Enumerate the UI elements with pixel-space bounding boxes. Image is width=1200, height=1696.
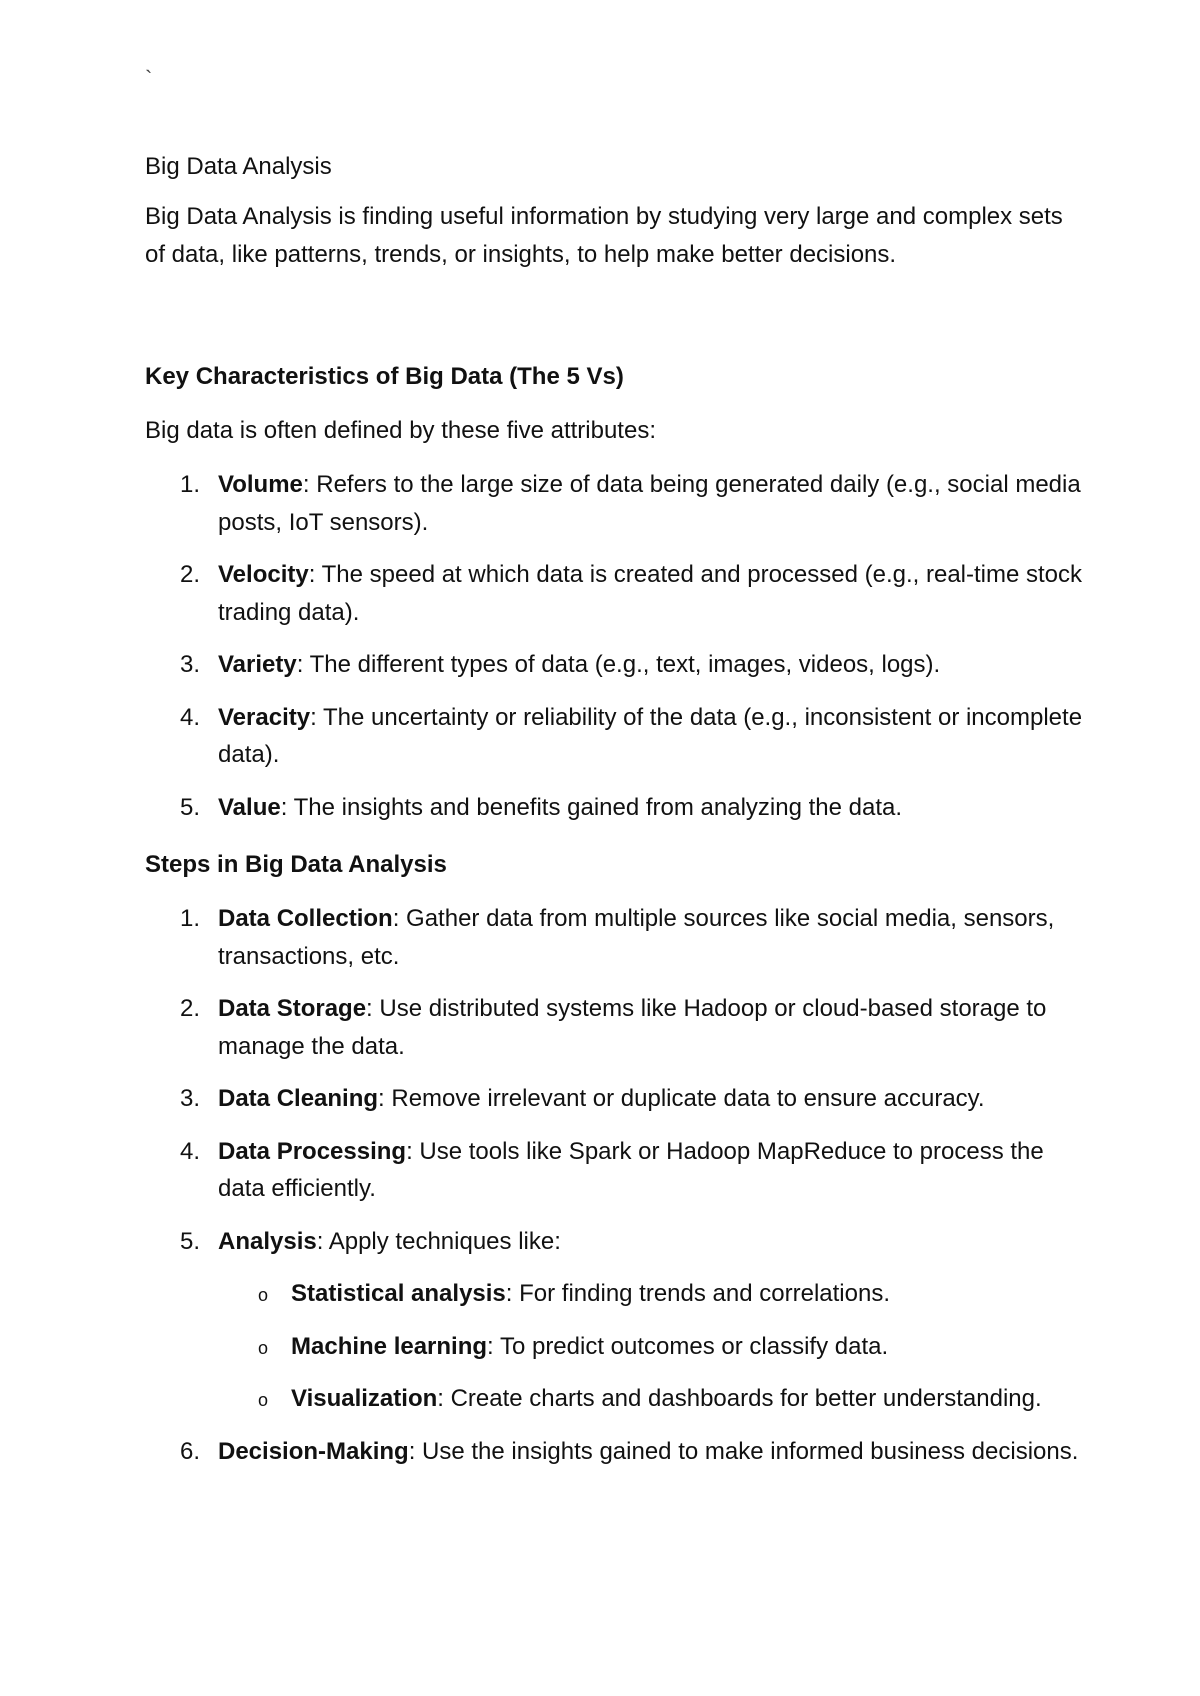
steps-list [145,900,1085,1485]
item-term: Veracity [218,703,311,731]
list-item [145,646,1085,684]
list-number: 6. [180,1437,201,1465]
item-description: : Refers to the large size of data being generated daily (e.g., social media posts, IoT sensors). [218,471,1081,536]
list-number: 2. [180,995,201,1022]
list-number: 4. [180,703,201,731]
list-item [145,1433,1085,1471]
item-term: Visualization [291,1385,438,1412]
item-term: Machine learning [291,1332,488,1360]
item-description: : Remove irrelevant or duplicate data to ensure accuracy. [378,1085,985,1112]
item-term: Velocity [218,561,309,588]
item-description: : To predict outcomes or classify data. [487,1332,889,1360]
list-item [145,466,1085,541]
sub-list-item [218,1380,1085,1418]
item-description: : The different types of data (e.g., text, images, videos, logs). [296,651,941,678]
list-item [145,1080,1085,1118]
list-number: 4. [180,1137,201,1165]
stray-mark: ` [145,66,153,91]
list-item [145,1223,1085,1418]
analysis-techniques-list [218,1275,1085,1418]
item-description: : The insights and benefits gained from analyzing the data. [280,793,903,821]
bullet-o: o [258,1390,269,1410]
bullet-o: o [258,1337,269,1358]
item-description: : Apply techniques like: [316,1227,561,1255]
item-term: Data Storage [218,995,367,1022]
item-term: Data Cleaning [218,1085,379,1112]
item-term: Value [218,793,281,821]
list-number: 1. [180,471,201,498]
sub-list-item [218,1275,1085,1313]
characteristics-list [145,466,1085,841]
item-description: : Gather data from multiple sources like social media, sensors, transactions, etc. [218,905,1055,970]
item-description: : Use tools like Spark or Hadoop MapReduce to process the data efficiently. [218,1137,1044,1202]
list-number: 2. [180,561,201,588]
list-number: 5. [180,793,201,821]
item-description: : The speed at which data is created and processed (e.g., real-time stock trading data). [218,561,1083,626]
list-item [145,1133,1085,1208]
list-number: 3. [180,1085,201,1112]
item-term: Data Collection [218,905,393,932]
list-item [145,556,1085,631]
item-term: Decision-Making [218,1437,409,1465]
sub-list-item [218,1328,1085,1366]
steps-heading: Steps in Big Data Analysis [145,851,447,878]
intro-paragraph: Big Data Analysis is finding useful information by studying very large and complex sets of data, like patterns, trends, or insights, to help make better decisions. [145,203,1063,268]
list-number: 1. [180,905,201,932]
item-term: Volume [218,471,303,498]
item-description: : Use distributed systems like Hadoop or cloud-based storage to manage the data. [218,995,1047,1060]
item-description: : The uncertainty or reliability of the data (e.g., inconsistent or incomplete data). [218,703,1083,768]
list-number: 5. [180,1227,201,1255]
list-item [145,699,1085,774]
list-item [145,990,1085,1065]
characteristics-lead: Big data is often defined by these five attributes: [145,417,656,444]
item-term: Statistical analysis [291,1280,506,1307]
list-number: 3. [180,651,201,678]
list-item [145,789,1085,827]
item-description: : Create charts and dashboards for better understanding. [437,1385,1042,1412]
document-title: Big Data Analysis [145,153,332,180]
item-term: Data Processing [218,1137,407,1165]
bullet-o: o [258,1285,269,1305]
item-description: : Use the insights gained to make informed business decisions. [408,1437,1079,1465]
characteristics-heading: Key Characteristics of Big Data (The 5 Vs) [145,363,624,390]
item-term: Analysis [218,1227,317,1255]
list-item [145,900,1085,975]
item-term: Variety [218,651,297,678]
item-description: : For finding trends and correlations. [505,1280,890,1307]
